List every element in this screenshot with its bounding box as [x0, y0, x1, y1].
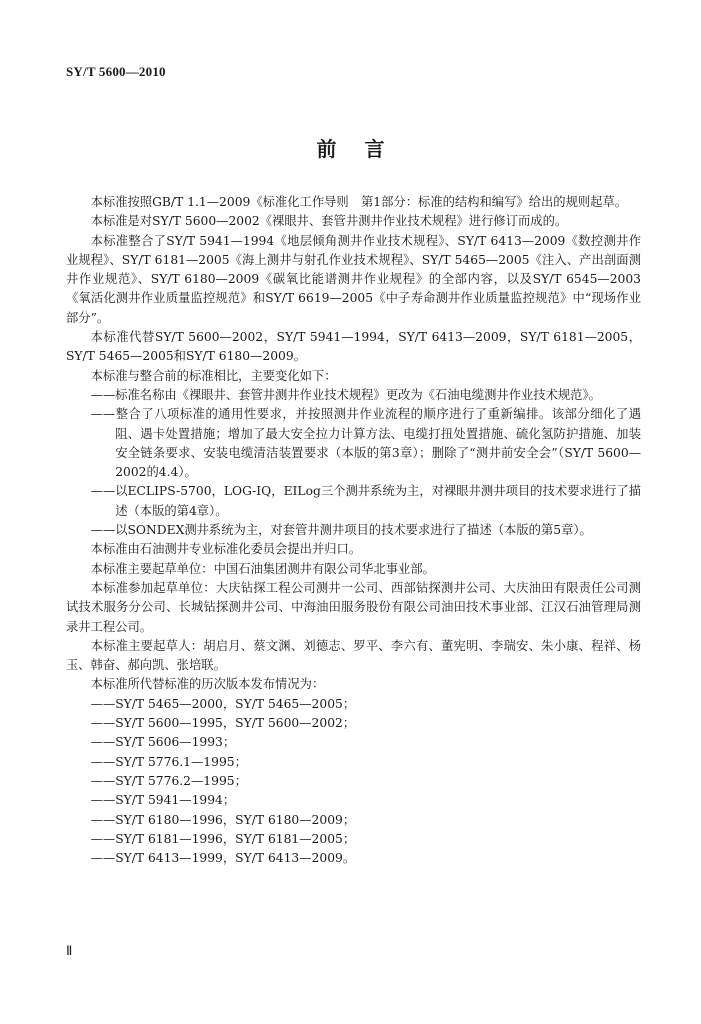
- paragraph: 本标准由石油测井专业标准化委员会提出并归口。: [90, 542, 362, 557]
- history-item: ——SY/T 6413—1999，SY/T 6413—2009。: [90, 851, 356, 866]
- history-item: ——SY/T 5465—2000，SY/T 5465—2005；: [90, 696, 356, 711]
- history-item: ——SY/T 5600—1995，SY/T 5600—2002；: [90, 716, 356, 731]
- paragraph: 本标准主要起草单位：中国石油集团测井有限公司华北事业部。: [90, 561, 435, 576]
- history-item: ——SY/T 5776.1—1995；: [90, 754, 247, 769]
- change-item: ——以ECLIPS-5700，LOG-IQ，EILog三个测井系统为主，对裸眼井测井项目的技术要求进行了描述（本版的第4章）。: [90, 484, 641, 518]
- paragraph: 本标准按照GB/T 1.1—2009《标准化工作导则 第1部分：标准的结构和编写》给出的规则起草。: [90, 195, 628, 209]
- paragraph: 本标准参加起草单位：大庆钻探工程公司测井一公司、西部钻探测井公司、大庆油田有限责任公司测试技术服务分公司、长城钻探测井公司、中海油田服务股份有限公司油田技术事业部、江汉石油管理局测录井工程公司。: [66, 580, 641, 634]
- history-item: ——SY/T 6180—1996，SY/T 6180—2009；: [90, 812, 356, 827]
- history-item: ——SY/T 6181—1996，SY/T 6181—2005；: [90, 831, 356, 846]
- standard-code: SY/T 5600—2010: [66, 64, 166, 79]
- paragraph: 本标准整合了SY/T 5941—1994《地层倾角测井作业技术规程》、SY/T 6413—2009《数控测井作业规程》、SY/T 6181—2005《海上测井与射孔作业技术规程》、SY/T 5465—2005《注入、产出剖面测井作业规范》、SY/T 6180—2009《碳氧比能谱测井作业规程》的全部内容，以及SY/T 6545—2003《氧活化测井作业质量监控规范》和SY/T 6619—2005《中子寿命测井作业质量监控规范》中“现场作业部分”。: [66, 233, 641, 325]
- page-number: Ⅱ: [66, 943, 73, 958]
- change-item: ——以SONDEX测井系统为主，对套管井测井项目的技术要求进行了描述（本版的第5章）。: [90, 523, 592, 538]
- paragraph: 本标准是对SY/T 5600—2002《裸眼井、套管井测井作业技术规程》进行修订而成的。: [90, 214, 568, 229]
- history-item: ——SY/T 5776.2—1995；: [90, 773, 247, 788]
- change-item: ——整合了八项标准的通用性要求，并按照测井作业流程的顺序进行了重新编排。该部分细化了遇阻、遇卡处置措施；增加了最大安全拉力计算方法、电缆打扭处置措施、硫化氢防护措施、加装安全链条要求、安装电缆清洁装置要求（本版的第3章）；删除了“测井前安全会”（SY/T 5600—2002的4.4）。: [90, 407, 641, 480]
- paragraph: 本标准代替SY/T 5600—2002，SY/T 5941—1994，SY/T 6413—2009，SY/T 6181—2005，SY/T 5465—2005和SY/T 6180—2009。: [66, 330, 641, 364]
- paragraph: 本标准与整合前的标准相比，主要变化如下：: [90, 368, 337, 383]
- page-title: 前言: [316, 137, 413, 161]
- change-item: ——标准名称由《裸眼井、套管井测井作业技术规程》更改为《石油电缆测井作业技术规范》。: [90, 387, 601, 402]
- history-item: ——SY/T 5606—1993；: [90, 735, 236, 750]
- document-body: [66, 193, 641, 868]
- paragraph: 本标准主要起草人：胡启月、蔡文渊、刘德志、罗平、李六有、董宪明、李瑞安、朱小康、程祥、杨玉、韩奋、郝向凯、张培联。: [66, 638, 641, 673]
- history-item: ——SY/T 5941—1994；: [90, 793, 236, 808]
- paragraph: 本标准所代替标准的历次版本发布情况为：: [90, 677, 325, 692]
